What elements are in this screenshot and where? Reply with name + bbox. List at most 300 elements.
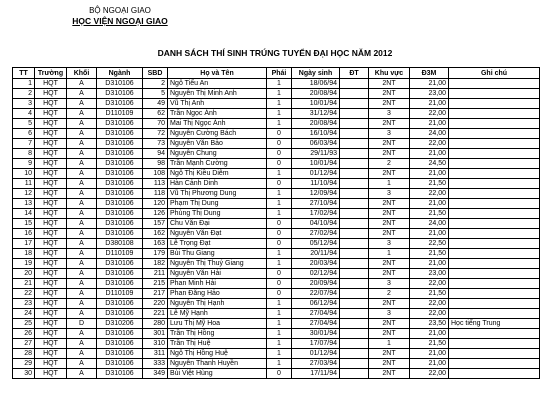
cell-school: HQT (35, 209, 67, 219)
cell-major: D310106 (97, 139, 143, 149)
cell-gender: 1 (267, 349, 292, 359)
cell-tt: 19 (13, 259, 35, 269)
cell-sbd: 120 (143, 199, 168, 209)
cell-block: A (67, 109, 97, 119)
cell-school: HQT (35, 119, 67, 129)
cell-score: 22,00 (410, 309, 449, 319)
cell-note (449, 269, 540, 279)
cell-score: 21,50 (410, 179, 449, 189)
cell-major: D110109 (97, 249, 143, 259)
cell-score: 24,50 (410, 159, 449, 169)
cell-note (449, 289, 540, 299)
cell-major: D310106 (97, 169, 143, 179)
cell-priority (340, 289, 369, 299)
cell-major: D310106 (97, 229, 143, 239)
cell-block: A (67, 359, 97, 369)
cell-region: 2NT (369, 229, 410, 239)
cell-school: HQT (35, 79, 67, 89)
cell-region: 2NT (369, 79, 410, 89)
cell-tt: 1 (13, 79, 35, 89)
table-row (13, 149, 540, 159)
cell-note (449, 299, 540, 309)
cell-note (449, 349, 540, 359)
cell-birth-date: 17/11/94 (292, 369, 340, 379)
cell-school: HQT (35, 169, 67, 179)
cell-gender: 0 (267, 179, 292, 189)
cell-full-name: Trần Mạnh Cường (168, 159, 267, 169)
cell-sbd: 221 (143, 309, 168, 319)
cell-block: A (67, 169, 97, 179)
column-header-gender: Phái (267, 68, 292, 79)
cell-tt: 21 (13, 279, 35, 289)
cell-school: HQT (35, 289, 67, 299)
cell-block: A (67, 99, 97, 109)
table-row (13, 349, 540, 359)
cell-priority (340, 209, 369, 219)
cell-priority (340, 149, 369, 159)
cell-full-name: Trần Thị Hồng (168, 329, 267, 339)
cell-full-name: Phan Đăng Hảo (168, 289, 267, 299)
cell-score: 23,00 (410, 269, 449, 279)
cell-full-name: Nguyễn Thị Minh Anh (168, 89, 267, 99)
cell-gender: 1 (267, 199, 292, 209)
column-header-full-name: Họ và Tên (168, 68, 267, 79)
column-header-block: Khối (67, 68, 97, 79)
cell-region: 2NT (369, 199, 410, 209)
cell-score: 21,50 (410, 249, 449, 259)
table-row (13, 259, 540, 269)
cell-block: A (67, 299, 97, 309)
cell-note (449, 189, 540, 199)
cell-gender: 1 (267, 309, 292, 319)
cell-region: 2NT (369, 259, 410, 269)
cell-priority (340, 279, 369, 289)
cell-score: 22,50 (410, 239, 449, 249)
cell-gender: 1 (267, 89, 292, 99)
cell-tt: 14 (13, 209, 35, 219)
cell-score: 21,50 (410, 289, 449, 299)
cell-birth-date: 10/01/94 (292, 159, 340, 169)
cell-gender: 0 (267, 229, 292, 239)
cell-major: D310106 (97, 299, 143, 309)
cell-school: HQT (35, 259, 67, 269)
cell-full-name: Ngô Thị Hồng Huệ (168, 349, 267, 359)
cell-block: A (67, 189, 97, 199)
cell-birth-date: 04/10/94 (292, 219, 340, 229)
cell-gender: 0 (267, 129, 292, 139)
cell-school: HQT (35, 189, 67, 199)
document-header (30, 6, 210, 26)
table-row (13, 339, 540, 349)
cell-gender: 1 (267, 169, 292, 179)
cell-priority (340, 369, 369, 379)
cell-full-name: Nguyễn Thị Thuý Giang (168, 259, 267, 269)
cell-note (449, 339, 540, 349)
cell-birth-date: 02/12/94 (292, 269, 340, 279)
cell-note (449, 159, 540, 169)
cell-sbd: 118 (143, 189, 168, 199)
cell-region: 3 (369, 189, 410, 199)
cell-gender: 1 (267, 79, 292, 89)
cell-full-name: Nguyễn Văn Đạt (168, 229, 267, 239)
cell-sbd: 49 (143, 99, 168, 109)
cell-region: 2NT (369, 319, 410, 329)
cell-birth-date: 31/12/94 (292, 109, 340, 119)
cell-major: D310106 (97, 119, 143, 129)
column-header-sbd: SBD (143, 68, 168, 79)
cell-birth-date: 01/12/94 (292, 349, 340, 359)
cell-region: 2NT (369, 269, 410, 279)
cell-tt: 6 (13, 129, 35, 139)
cell-sbd: 2 (143, 79, 168, 89)
cell-note (449, 139, 540, 149)
cell-major: D310106 (97, 199, 143, 209)
cell-score: 21,50 (410, 339, 449, 349)
cell-region: 2NT (369, 139, 410, 149)
cell-tt: 25 (13, 319, 35, 329)
table-row (13, 369, 540, 379)
column-header-region: Khu vực (369, 68, 410, 79)
cell-priority (340, 349, 369, 359)
cell-score: 21,00 (410, 229, 449, 239)
cell-full-name: Vũ Thị Anh (168, 99, 267, 109)
cell-score: 21,00 (410, 169, 449, 179)
cell-major: D310106 (97, 129, 143, 139)
cell-tt: 3 (13, 99, 35, 109)
cell-priority (340, 99, 369, 109)
cell-birth-date: 11/10/94 (292, 179, 340, 189)
cell-gender: 0 (267, 369, 292, 379)
cell-region: 1 (369, 249, 410, 259)
cell-birth-date: 30/01/94 (292, 329, 340, 339)
cell-region: 3 (369, 129, 410, 139)
table-row (13, 139, 540, 149)
cell-sbd: 72 (143, 129, 168, 139)
cell-school: HQT (35, 139, 67, 149)
cell-major: D310206 (97, 319, 143, 329)
cell-tt: 4 (13, 109, 35, 119)
cell-tt: 23 (13, 299, 35, 309)
cell-gender: 0 (267, 239, 292, 249)
cell-major: D310106 (97, 219, 143, 229)
cell-note (449, 219, 540, 229)
cell-sbd: 126 (143, 209, 168, 219)
cell-gender: 1 (267, 339, 292, 349)
cell-birth-date: 01/12/94 (292, 169, 340, 179)
cell-full-name: Chu Văn Đại (168, 219, 267, 229)
cell-gender: 1 (267, 189, 292, 199)
cell-major: D310106 (97, 339, 143, 349)
cell-gender: 1 (267, 249, 292, 259)
cell-school: HQT (35, 179, 67, 189)
table-row (13, 119, 540, 129)
cell-birth-date: 06/03/94 (292, 139, 340, 149)
cell-full-name: Bùi Việt Hùng (168, 369, 267, 379)
cell-block: A (67, 89, 97, 99)
cell-major: D110109 (97, 109, 143, 119)
cell-note (449, 259, 540, 269)
table-row (13, 229, 540, 239)
cell-block: A (67, 329, 97, 339)
cell-gender: 1 (267, 209, 292, 219)
cell-score: 23,00 (410, 89, 449, 99)
cell-gender: 0 (267, 269, 292, 279)
table-row (13, 169, 540, 179)
cell-tt: 10 (13, 169, 35, 179)
cell-priority (340, 359, 369, 369)
cell-gender: 0 (267, 279, 292, 289)
cell-birth-date: 20/09/94 (292, 279, 340, 289)
cell-region: 2NT (369, 169, 410, 179)
table-row (13, 299, 540, 309)
cell-note (449, 279, 540, 289)
table-row (13, 269, 540, 279)
cell-tt: 5 (13, 119, 35, 129)
cell-gender: 1 (267, 299, 292, 309)
cell-sbd: 94 (143, 149, 168, 159)
cell-school: HQT (35, 359, 67, 369)
cell-note: Học tiếng Trung (449, 319, 540, 329)
cell-school: HQT (35, 339, 67, 349)
cell-block: A (67, 269, 97, 279)
cell-score: 22,00 (410, 139, 449, 149)
cell-block: A (67, 229, 97, 239)
cell-full-name: Mai Thị Ngọc Ánh (168, 119, 267, 129)
cell-priority (340, 249, 369, 259)
cell-major: D310106 (97, 329, 143, 339)
cell-block: A (67, 139, 97, 149)
cell-school: HQT (35, 229, 67, 239)
cell-tt: 26 (13, 329, 35, 339)
cell-region: 2NT (369, 369, 410, 379)
cell-sbd: 157 (143, 219, 168, 229)
cell-tt: 9 (13, 159, 35, 169)
cell-priority (340, 269, 369, 279)
cell-birth-date: 20/08/94 (292, 89, 340, 99)
cell-note (449, 369, 540, 379)
cell-sbd: 162 (143, 229, 168, 239)
cell-birth-date: 27/04/94 (292, 319, 340, 329)
cell-block: A (67, 149, 97, 159)
column-header-score: Đ3M (410, 68, 449, 79)
cell-sbd: 280 (143, 319, 168, 329)
table-row (13, 189, 540, 199)
cell-birth-date: 20/03/94 (292, 259, 340, 269)
cell-major: D310106 (97, 179, 143, 189)
cell-full-name: Bùi Thu Giang (168, 249, 267, 259)
cell-major: D310106 (97, 309, 143, 319)
cell-priority (340, 129, 369, 139)
table-row (13, 179, 540, 189)
cell-major: D310106 (97, 279, 143, 289)
cell-gender: 0 (267, 149, 292, 159)
cell-priority (340, 159, 369, 169)
cell-major: D310106 (97, 189, 143, 199)
cell-block: A (67, 259, 97, 269)
cell-major: D310106 (97, 149, 143, 159)
cell-sbd: 301 (143, 329, 168, 339)
table-row (13, 359, 540, 369)
cell-priority (340, 219, 369, 229)
cell-sbd: 179 (143, 249, 168, 259)
cell-region: 2NT (369, 329, 410, 339)
cell-major: D310106 (97, 349, 143, 359)
cell-school: HQT (35, 109, 67, 119)
cell-region: 3 (369, 239, 410, 249)
cell-major: D310106 (97, 359, 143, 369)
cell-birth-date: 16/10/94 (292, 129, 340, 139)
cell-full-name: Nguyễn Cường Bách (168, 129, 267, 139)
cell-full-name: Nguyễn Chung (168, 149, 267, 159)
cell-note (449, 249, 540, 259)
cell-block: A (67, 79, 97, 89)
admission-table (12, 67, 540, 379)
column-header-school: Trường (35, 68, 67, 79)
cell-region: 3 (369, 279, 410, 289)
column-header-priority: ĐT (340, 68, 369, 79)
cell-sbd: 163 (143, 239, 168, 249)
cell-region: 1 (369, 179, 410, 189)
cell-block: A (67, 179, 97, 189)
cell-sbd: 113 (143, 179, 168, 189)
cell-priority (340, 139, 369, 149)
cell-note (449, 239, 540, 249)
cell-region: 2NT (369, 209, 410, 219)
cell-full-name: Nguyễn Thanh Huyền (168, 359, 267, 369)
cell-block: A (67, 239, 97, 249)
cell-note (449, 209, 540, 219)
column-header-major: Ngành (97, 68, 143, 79)
cell-birth-date: 17/07/94 (292, 339, 340, 349)
cell-major: D310106 (97, 159, 143, 169)
cell-tt: 8 (13, 149, 35, 159)
cell-gender: 1 (267, 109, 292, 119)
cell-score: 21,00 (410, 119, 449, 129)
table-body (13, 79, 540, 379)
cell-school: HQT (35, 199, 67, 209)
column-header-note: Ghi chú (449, 68, 540, 79)
cell-region: 2NT (369, 99, 410, 109)
cell-score: 23,50 (410, 319, 449, 329)
document-title: DANH SÁCH THÍ SINH TRÚNG TUYỂN ĐẠI HỌC NĂM 2012 (157, 48, 393, 58)
cell-block: A (67, 289, 97, 299)
cell-sbd: 217 (143, 289, 168, 299)
table-row (13, 99, 540, 109)
cell-block: A (67, 279, 97, 289)
cell-priority (340, 299, 369, 309)
cell-note (449, 129, 540, 139)
cell-school: HQT (35, 89, 67, 99)
cell-priority (340, 239, 369, 249)
cell-school: HQT (35, 249, 67, 259)
cell-note (449, 149, 540, 159)
cell-region: 1 (369, 339, 410, 349)
cell-block: A (67, 339, 97, 349)
cell-priority (340, 199, 369, 209)
cell-tt: 28 (13, 349, 35, 359)
cell-tt: 12 (13, 189, 35, 199)
cell-block: D (67, 319, 97, 329)
column-header-birth-date: Ngày sinh (292, 68, 340, 79)
cell-tt: 20 (13, 269, 35, 279)
cell-birth-date: 20/08/94 (292, 119, 340, 129)
cell-school: HQT (35, 239, 67, 249)
cell-score: 24,00 (410, 129, 449, 139)
cell-sbd: 349 (143, 369, 168, 379)
cell-sbd: 62 (143, 109, 168, 119)
cell-birth-date: 27/10/94 (292, 199, 340, 209)
cell-full-name: Trần Ngọc Ánh (168, 109, 267, 119)
cell-full-name: Phạm Thị Dung (168, 199, 267, 209)
cell-note (449, 99, 540, 109)
column-header-tt: TT (13, 68, 35, 79)
cell-sbd: 70 (143, 119, 168, 129)
table-row (13, 109, 540, 119)
table-row (13, 279, 540, 289)
cell-block: A (67, 209, 97, 219)
cell-gender: 1 (267, 259, 292, 269)
cell-region: 2NT (369, 119, 410, 129)
cell-tt: 16 (13, 229, 35, 239)
cell-school: HQT (35, 219, 67, 229)
cell-priority (340, 169, 369, 179)
cell-score: 21,00 (410, 79, 449, 89)
cell-region: 2 (369, 159, 410, 169)
cell-block: A (67, 369, 97, 379)
cell-school: HQT (35, 99, 67, 109)
cell-tt: 13 (13, 199, 35, 209)
cell-block: A (67, 349, 97, 359)
cell-gender: 1 (267, 319, 292, 329)
cell-major: D110109 (97, 289, 143, 299)
cell-region: 2 (369, 289, 410, 299)
cell-gender: 0 (267, 219, 292, 229)
cell-birth-date: 05/12/94 (292, 239, 340, 249)
cell-priority (340, 309, 369, 319)
cell-region: 3 (369, 109, 410, 119)
cell-priority (340, 319, 369, 329)
cell-region: 2NT (369, 149, 410, 159)
table-row (13, 199, 540, 209)
cell-tt: 27 (13, 339, 35, 349)
cell-full-name: Phùng Thị Dung (168, 209, 267, 219)
cell-full-name: Trần Thị Huệ (168, 339, 267, 349)
cell-school: HQT (35, 159, 67, 169)
cell-sbd: 311 (143, 349, 168, 359)
cell-birth-date: 27/02/94 (292, 229, 340, 239)
cell-block: A (67, 159, 97, 169)
cell-block: A (67, 309, 97, 319)
cell-full-name: Nguyễn Thị Hạnh (168, 299, 267, 309)
table-row (13, 159, 540, 169)
table-header-row (13, 68, 540, 79)
cell-note (449, 179, 540, 189)
cell-note (449, 119, 540, 129)
cell-sbd: 310 (143, 339, 168, 349)
cell-birth-date: 12/09/94 (292, 189, 340, 199)
cell-score: 21,00 (410, 329, 449, 339)
cell-full-name: Lưu Thị Mỹ Hoa (168, 319, 267, 329)
cell-region: 2NT (369, 219, 410, 229)
cell-tt: 15 (13, 219, 35, 229)
cell-full-name: Lê Trọng Đạt (168, 239, 267, 249)
cell-priority (340, 329, 369, 339)
cell-score: 21,00 (410, 199, 449, 209)
cell-priority (340, 229, 369, 239)
cell-score: 22,00 (410, 299, 449, 309)
cell-score: 21,00 (410, 149, 449, 159)
cell-tt: 17 (13, 239, 35, 249)
